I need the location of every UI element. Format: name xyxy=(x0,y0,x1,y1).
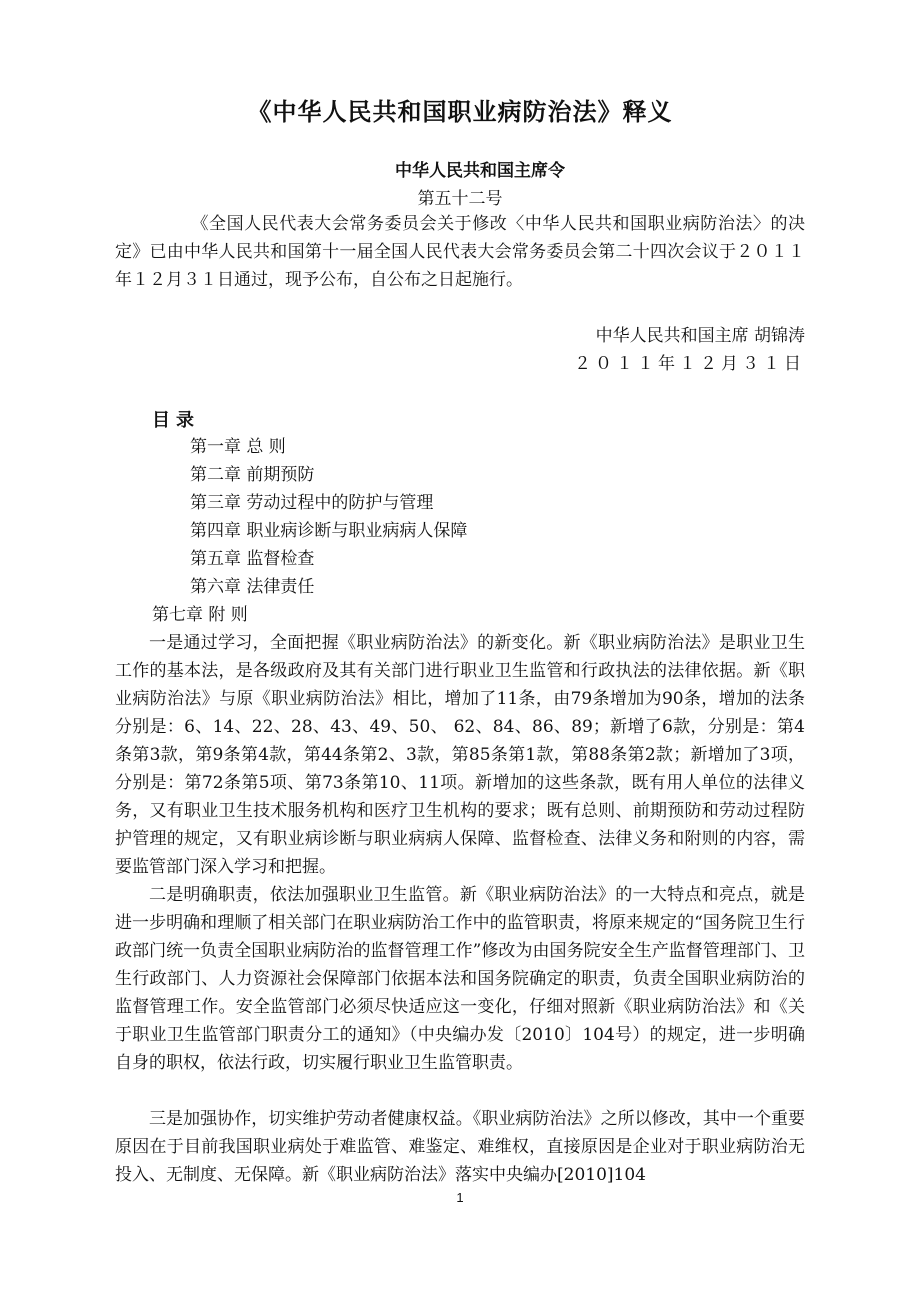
document-title: 《中华人民共和国职业病防治法》释义 xyxy=(247,97,673,126)
decree-number: 第五十二号 xyxy=(417,189,503,209)
signature-date: ２０１１年１２月３１日 xyxy=(574,354,805,374)
page-number: 1 xyxy=(456,1190,464,1205)
toc-item-chapter-6: 第六章 法律责任 xyxy=(190,577,315,597)
table-of-contents xyxy=(190,433,467,601)
toc-item-chapter-2: 第二章 前期预防 xyxy=(190,465,315,485)
toc-item-chapter-7: 第七章 附 则 xyxy=(152,605,248,625)
toc-item-chapter-3: 第三章 劳动过程中的防护与管理 xyxy=(190,493,434,513)
signature-name: 中华人民共和国主席 胡锦涛 xyxy=(595,326,805,346)
paragraph-3: 三是加强协作，切实维护劳动者健康权益。《职业病防治法》之所以修改，其中一个重要原因在于目前我国职业病处于难监管、难鉴定、难维权，直接原因是企业对于职业病防治无投入、无制度、无保障。新《职业病防治法》落实中央编办[2010]104 xyxy=(115,1109,805,1185)
toc-item-chapter-5: 第五章 监督检查 xyxy=(190,549,315,569)
toc-item-chapter-1: 第一章 总 则 xyxy=(190,437,286,457)
toc-heading: 目录 xyxy=(152,410,200,431)
decree-title: 中华人民共和国主席令 xyxy=(395,161,565,181)
decree-text: 《全国人民代表大会常务委员会关于修改〈中华人民共和国职业病防治法〉的决定》已由中华人民共和国第十一届全国人民代表大会常务委员会第二十四次会议于２０１１年１２月３１日通过，现予公布，自公布之日起施行。 xyxy=(115,214,805,290)
paragraph-2: 二是明确职责，依法加强职业卫生监管。新《职业病防治法》的一大特点和亮点，就是进一步明确和理顺了相关部门在职业病防治工作中的监管职责，将原来规定的“国务院卫生行政部门统一负责全国职业病防治的监督管理工作”修改为由国务院安全生产监督管理部门、卫生行政部门、人力资源社会保障部门依据本法和国务院确定的职责，负责全国职业病防治的监督管理工作。安全监管部门必须尽快适应这一变化，仔细对照新《职业病防治法》和《关于职业卫生监管部门职责分工的通知》（中央编办发〔2010〕104号）的规定，进一步明确自身的职权，依法行政，切实履行职业卫生监管职责。 xyxy=(115,885,805,1073)
paragraph-1: 一是通过学习，全面把握《职业病防治法》的新变化。新《职业病防治法》是职业卫生工作的基本法，是各级政府及其有关部门进行职业卫生监管和行政执法的法律依据。新《职业病防治法》与原《职业病防治法》相比，增加了11条，由79条增加为90条，增加的法条分别是：6、14、22、28、43、49、50、 62、84、86、89；新增了6款，分别是：第4条第3款，第9条第4款，第44条第2、3款，第85条第1款，第88条第2款；新增加了3项，分别是：第72条第5项、第73条第10、11项。新增加的这些条款，既有用人单位的法律义务，又有职业卫生技术服务机构和医疗卫生机构的要求；既有总则、前期预防和劳动过程防护管理的规定，又有职业病诊断与职业病病人保障、监督检查、法律义务和附则的内容，需要监管部门深入学习和把握。 xyxy=(115,633,805,877)
toc-item-chapter-4: 第四章 职业病诊断与职业病病人保障 xyxy=(190,521,468,541)
